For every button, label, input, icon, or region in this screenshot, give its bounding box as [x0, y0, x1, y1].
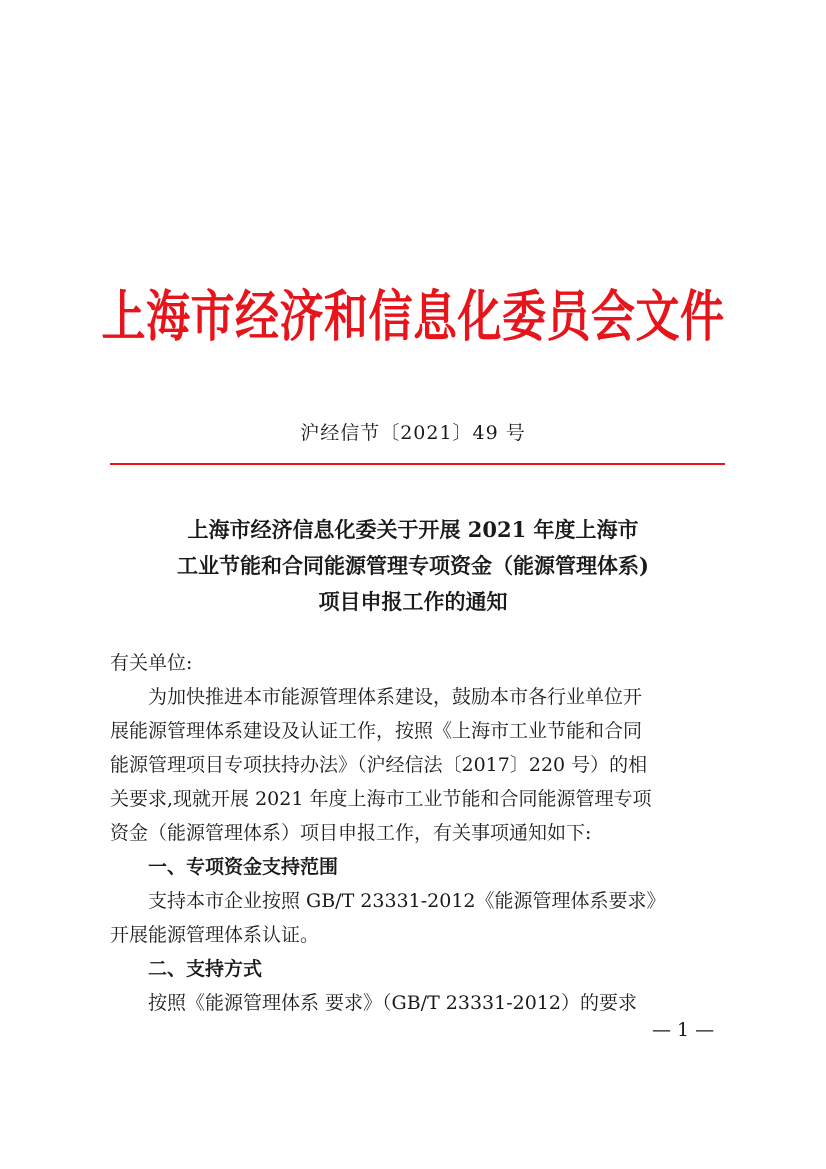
page-number: — 1 — — [652, 1019, 715, 1041]
body-line: 能源管理项目专项扶持办法》（沪经信法〔2017〕220 号）的相 — [110, 754, 648, 776]
notice-body — [110, 646, 726, 1020]
body-line: 支持本市企业按照 GB/T 23331-2012《能源管理体系要求》 — [148, 890, 666, 912]
notice-title — [100, 512, 726, 620]
salutation: 有关单位: — [110, 652, 193, 674]
body-line: 关要求,现就开展 2021 年度上海市工业节能和合同能源管理专项 — [110, 788, 652, 810]
notice-title-line: 项目申报工作的通知 — [318, 589, 508, 614]
body-line: 开展能源管理体系认证。 — [110, 924, 320, 946]
body-line: 按照《能源管理体系 要求》（GB/T 23331-2012）的要求 — [148, 992, 638, 1014]
notice-title-line: 工业节能和合同能源管理专项资金（能源管理体系) — [177, 553, 649, 578]
section-heading: 二、支持方式 — [148, 958, 263, 980]
body-line: 为加快推进本市能源管理体系建设，鼓励本市各行业单位开 — [148, 686, 643, 708]
body-line: 资金（能源管理体系）项目申报工作，有关事项通知如下: — [110, 822, 592, 844]
red-divider-rule — [110, 463, 725, 465]
document-number: 沪经信节〔2021〕49 号 — [300, 422, 526, 444]
notice-title-line: 上海市经济信息化委关于开展 2021 年度上海市 — [187, 517, 639, 542]
masthead-title: 上海市经济和信息化委员会文件 — [101, 285, 725, 350]
section-heading: 一、专项资金支持范围 — [148, 856, 339, 878]
body-line: 展能源管理体系建设及认证工作，按照《上海市工业节能和合同 — [110, 720, 643, 742]
